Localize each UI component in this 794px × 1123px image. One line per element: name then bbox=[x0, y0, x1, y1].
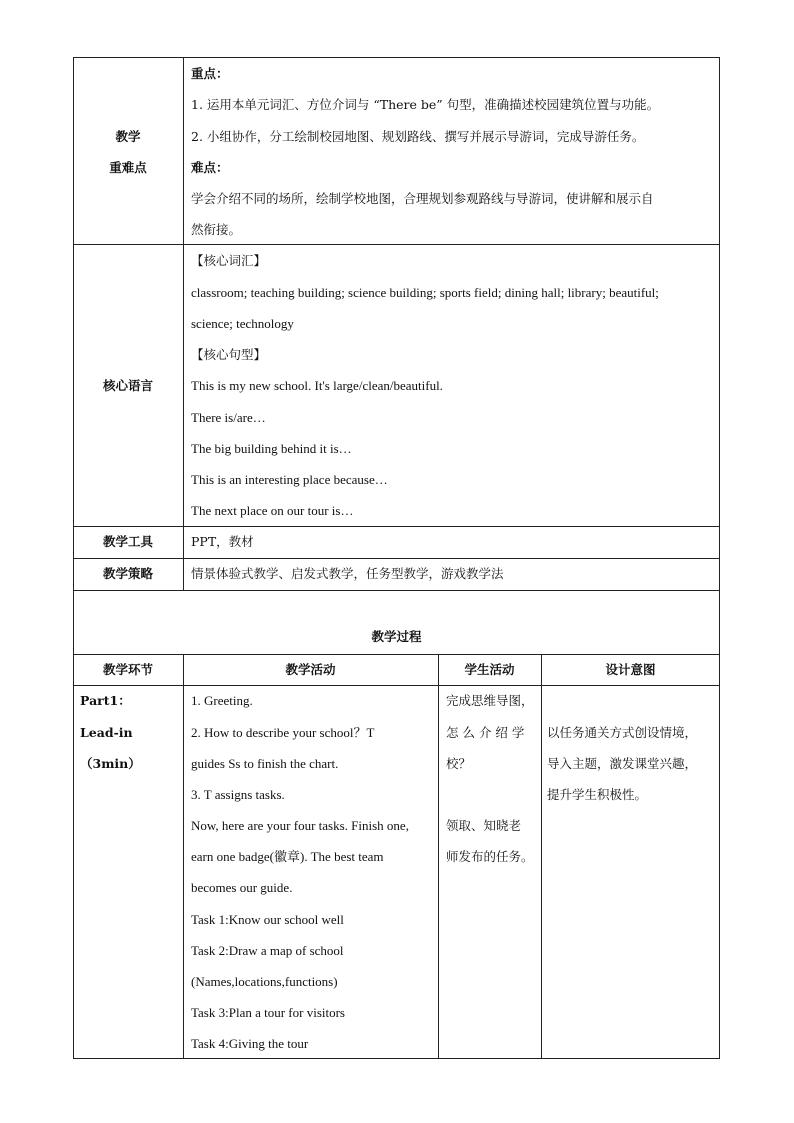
activity-line: earn one badge(徽章). The best team bbox=[191, 849, 384, 864]
sentence-item: The big building behind it is… bbox=[191, 441, 352, 456]
vocab-line: classroom; teaching building; science building; sports field; dining hall; library; beautiful; bbox=[191, 285, 659, 300]
column-divider bbox=[438, 654, 439, 1059]
process-title: 教学过程 bbox=[371, 629, 422, 644]
activity-line: guides Ss to finish the chart. bbox=[191, 756, 339, 771]
difficult-line: 然衔接。 bbox=[191, 222, 242, 237]
sentence-item: This is an interesting place because… bbox=[191, 472, 388, 487]
sentence-item: This is my new school. It's large/clean/beautiful. bbox=[191, 378, 443, 393]
student-activity-line: 师发布的任务。 bbox=[446, 849, 534, 864]
activity-line: 3. T assigns tasks. bbox=[191, 787, 285, 802]
strategy-label: 教学策略 bbox=[102, 566, 153, 581]
key-heading: 重点： bbox=[191, 66, 229, 81]
activity-line: Task 4:Giving the tour bbox=[191, 1036, 309, 1051]
header-stage: 教学环节 bbox=[102, 662, 153, 677]
row-divider bbox=[73, 244, 720, 245]
vocab-line: science; technology bbox=[191, 316, 294, 331]
student-activity-line: 怎 么 介 绍 学 bbox=[446, 725, 525, 740]
header-design-purpose: 设计意图 bbox=[605, 662, 656, 677]
student-activity-line: 领取、知晓老 bbox=[446, 818, 522, 833]
row-divider bbox=[73, 590, 720, 591]
purpose-line: 导入主题，激发课堂兴趣， bbox=[547, 756, 698, 771]
row-divider bbox=[73, 685, 720, 686]
purpose-line: 提升学生积极性。 bbox=[547, 787, 648, 802]
sentence-item: There is/are… bbox=[191, 410, 266, 425]
key-item: 1. 运用本单元词汇、方位介词与 “There be” 句型，准确描述校园建筑位置与功能。 bbox=[191, 97, 660, 112]
focus-label: 重难点 bbox=[109, 160, 147, 175]
key-item: 2. 小组协作，分工绘制校园地图、规划路线、撰写并展示导游词，完成导游任务。 bbox=[191, 129, 645, 144]
column-divider bbox=[541, 654, 542, 1059]
column-divider bbox=[183, 57, 184, 590]
student-activity-line: 校？ bbox=[446, 756, 472, 771]
tools-label: 教学工具 bbox=[102, 534, 153, 549]
activity-line: 1. Greeting. bbox=[191, 693, 253, 708]
focus-label: 教学 bbox=[115, 129, 141, 144]
activity-line: becomes our guide. bbox=[191, 880, 293, 895]
sentence-heading: 【核心句型】 bbox=[191, 347, 267, 362]
core-language-label: 核心语言 bbox=[102, 378, 153, 393]
header-student-activity: 学生活动 bbox=[464, 662, 515, 677]
activity-line: 2. How to describe your school？T bbox=[191, 725, 375, 740]
stage-part: Part1： bbox=[80, 693, 131, 708]
vocab-heading: 【核心词汇】 bbox=[191, 253, 267, 268]
student-activity-line: 完成思维导图， bbox=[446, 693, 534, 708]
difficult-heading: 难点： bbox=[191, 160, 229, 175]
row-divider bbox=[73, 526, 720, 527]
row-divider bbox=[73, 654, 720, 655]
activity-line: Task 1:Know our school well bbox=[191, 912, 344, 927]
activity-line: (Names,locations,functions) bbox=[191, 974, 338, 989]
sentence-item: The next place on our tour is… bbox=[191, 503, 354, 518]
stage-name: Lead-in bbox=[80, 725, 133, 740]
column-divider bbox=[183, 654, 184, 1059]
difficult-line: 学会介绍不同的场所，绘制学校地图，合理规划参观路线与导游词，使讲解和展示自 bbox=[191, 191, 654, 206]
tools-value: PPT，教材 bbox=[191, 534, 254, 549]
row-divider bbox=[73, 558, 720, 559]
stage-duration: （3min） bbox=[80, 756, 141, 771]
header-teacher-activity: 教学活动 bbox=[285, 662, 336, 677]
activity-line: Task 3:Plan a tour for visitors bbox=[191, 1005, 345, 1020]
activity-line: Task 2:Draw a map of school bbox=[191, 943, 344, 958]
strategy-value: 情景体验式教学、启发式教学，任务型教学，游戏教学法 bbox=[191, 566, 504, 581]
activity-line: Now, here are your four tasks. Finish one, bbox=[191, 818, 409, 833]
purpose-line: 以任务通关方式创设情境， bbox=[547, 725, 698, 740]
